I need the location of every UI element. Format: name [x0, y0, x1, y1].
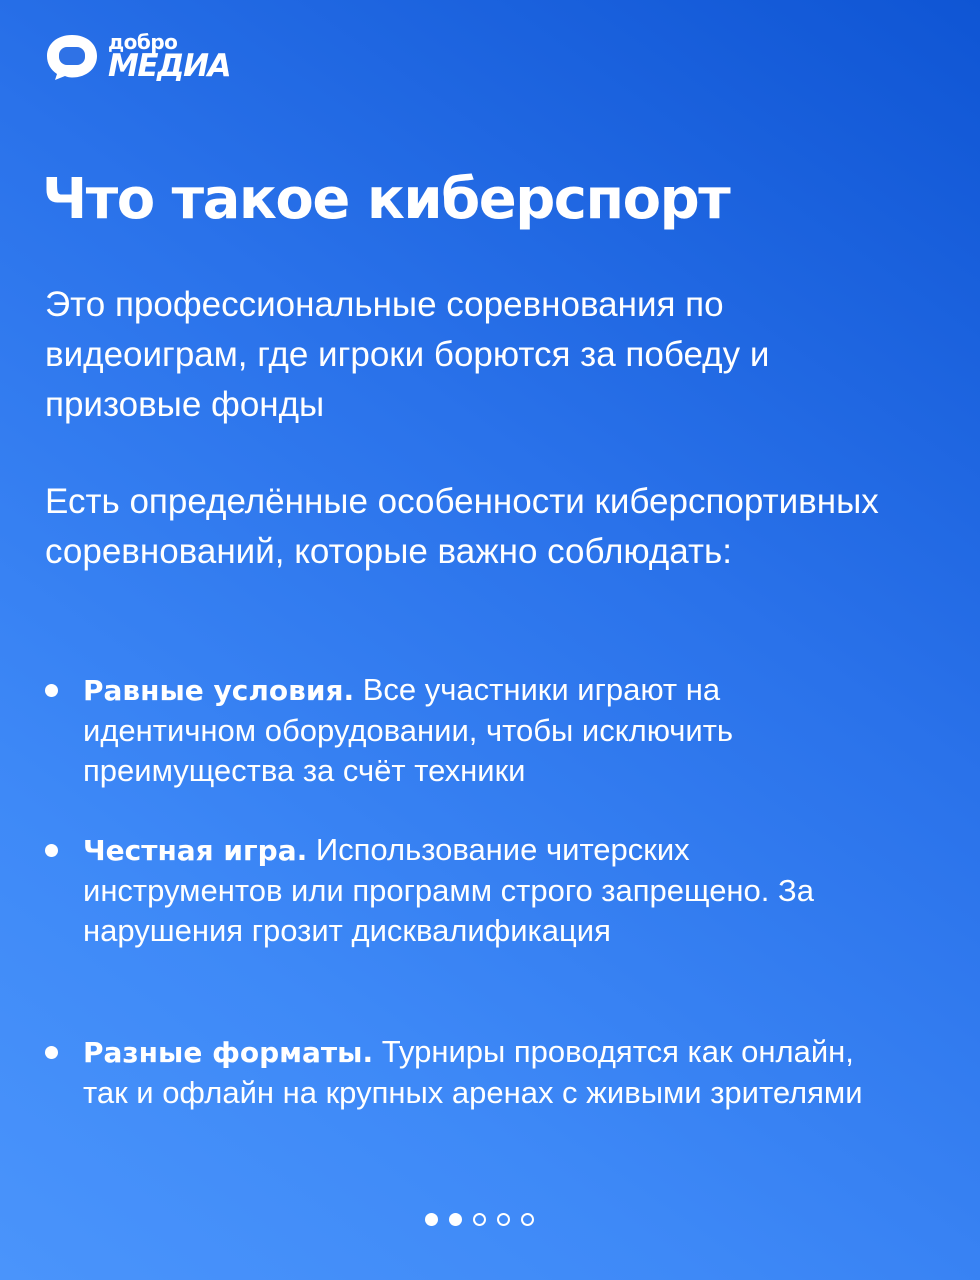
list-item-body: Использование читерских инструментов или программ строго запрещено. За нарушения грозит дисквалификация: [83, 832, 814, 948]
chat-bubble-logo-icon: [44, 32, 100, 82]
list-item-heading: Честная игра.: [83, 834, 308, 867]
list-item-heading: Равные условия.: [83, 674, 355, 707]
pagination-dot-4[interactable]: [497, 1213, 510, 1226]
pagination-dot-5[interactable]: [521, 1213, 534, 1226]
list-item-text: [83, 1032, 883, 1113]
pagination-dot-1[interactable]: [425, 1213, 438, 1226]
list-item-heading: Разные форматы.: [83, 1036, 374, 1069]
list-item: [45, 830, 915, 951]
carousel-pagination: [425, 1213, 534, 1226]
pagination-dot-3[interactable]: [473, 1213, 486, 1226]
bullet-dot-icon: [45, 844, 58, 857]
intro-paragraph: Это профессиональные соревнования по видеоиграм, где игроки борются за победу и призовые фонды: [45, 285, 770, 424]
lead-paragraph: Есть определённые особенности киберспортивных соревнований, которые важно соблюдать:: [45, 482, 879, 571]
brand-wordmark-top: добро: [108, 30, 178, 54]
list-item-body: Все участники играют на идентичном оборудовании, чтобы исключить преимущества за счёт техники: [83, 672, 734, 788]
list-item-text: [83, 830, 883, 951]
brand-logo: [44, 32, 230, 82]
brand-wordmark-bottom: МЕДИА: [108, 48, 231, 84]
bullet-dot-icon: [45, 1046, 58, 1059]
list-item-body: Турниры проводятся как онлайн, так и офлайн на крупных аренах с живыми зрителями: [83, 1034, 863, 1110]
page-title: Что такое киберспорт: [42, 167, 730, 232]
pagination-dot-2[interactable]: [449, 1213, 462, 1226]
list-item-text: [83, 670, 883, 791]
brand-wordmark: [108, 32, 230, 82]
bullet-dot-icon: [45, 684, 58, 697]
list-item: [45, 670, 915, 791]
list-item: [45, 1032, 915, 1113]
